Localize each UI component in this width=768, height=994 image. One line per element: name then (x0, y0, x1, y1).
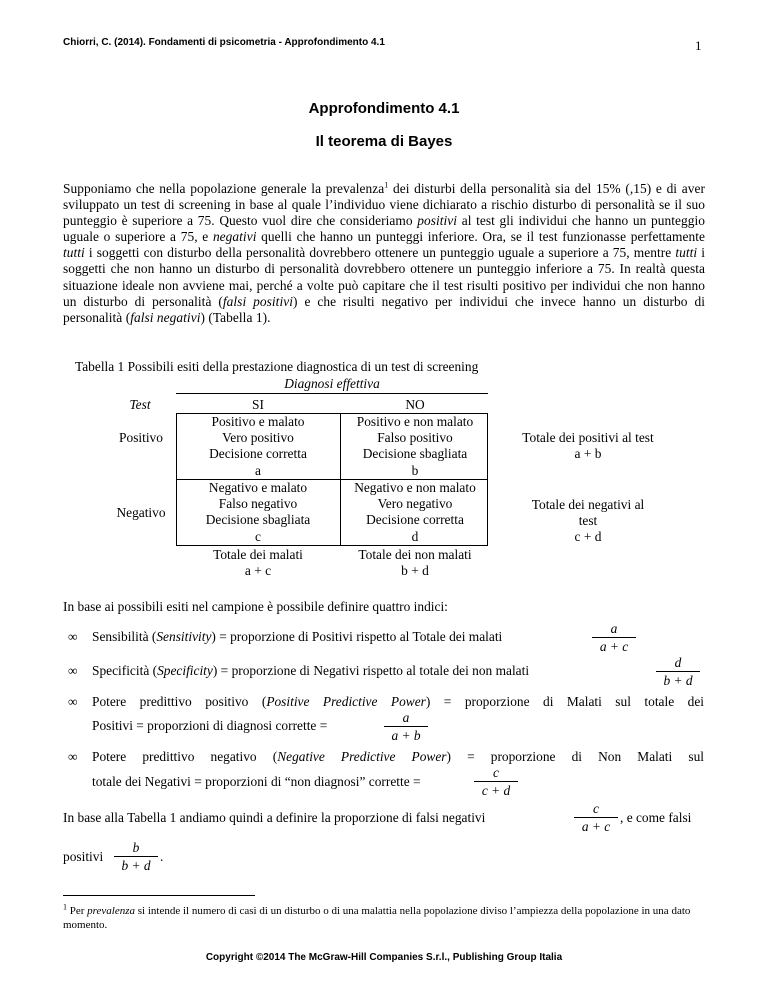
total-diseased: Totale dei malati a + c (213, 547, 303, 579)
row-header-negativo: Negativo (116, 505, 166, 520)
table-caption: Tabella 1 Possibili esiti della prestazione diagnostica di un test di screening (75, 359, 479, 374)
total-negatives: Totale dei negativi al test c + d (531, 497, 645, 545)
fraction-npp: c c + d (474, 765, 518, 798)
index-npp: ∞ Potere predittivo negativo (Negative Predictive Power) = proporzione di Non Malati sul (68, 749, 704, 764)
cell-false-positive: Positivo e non malato Falso positivo Decisione sbagliata b (356, 414, 474, 478)
cell-false-negative: Negativo e malato Falso negativo Decisione sbagliata c (205, 480, 311, 544)
total-non-diseased: Totale dei non malati b + d (358, 547, 472, 579)
copyright-footer: Copyright ©2014 The McGraw-Hill Companies S.r.l., Publishing Group Italia (205, 952, 563, 963)
closing-period: . (160, 849, 164, 864)
row-header-label: Test (129, 397, 151, 412)
row-header-positivo: Positivo (119, 430, 163, 445)
closing-text-2: , e come falsi (620, 810, 692, 825)
index-specificity: ∞ Specificità (Specificity) = proporzione di Negativi rispetto al totale dei non malati (68, 663, 530, 678)
fraction-sensitivity: a a + c (592, 621, 636, 654)
footnote-mark: 1 (384, 180, 389, 190)
bullet-icon: ∞ (68, 663, 78, 678)
index-sensitivity: ∞ Sensibilità (Sensitivity) = proporzione di Positivi rispetto al Totale dei malati (68, 629, 503, 644)
indices-intro: In base ai possibili esiti nel campione è possibile definire quattro indici: (63, 599, 448, 614)
closing-text: In base alla Tabella 1 andiamo quindi a definire la proporzione di falsi negativi (63, 810, 486, 825)
table-rule (176, 545, 488, 546)
cell-true-negative: Negativo e non malato Vero negativo Decisione corretta d (354, 480, 476, 544)
col-header-si: SI (252, 397, 264, 412)
footnote: $^1$ Per prevalenza si intende il numero di casi di un disturbo o di una malattia nella popolazione diviso l’ampiezza della popolazione in una dato momento. (63, 902, 691, 931)
fraction-specificity: d b + d (656, 655, 700, 688)
group-header: Diagnosi effettiva (284, 376, 380, 391)
closing-text-3: positivi (63, 849, 104, 864)
total-positives: Totale dei positivi al test a + b (522, 430, 654, 462)
document-title: Approfondimento 4.1 (308, 100, 460, 117)
col-header-no: NO (405, 397, 425, 412)
fraction-ppp: a a + b (384, 710, 428, 743)
bullet-icon: ∞ (68, 694, 78, 709)
index-ppp: ∞ Potere predittivo positivo (Positive Predictive Power) = proporzione di Malati sul totale dei (68, 694, 704, 709)
page-number: 1 (695, 38, 702, 53)
intro-paragraph: Supponiamo che nella popolazione generale la prevalenza$^1$ dei disturbi della personalità sia del 15% (,15) e di aver sviluppato un test di screening in base al quale l’individuo viene dichiarato a rischio disturbo di personalità se il suo punteggio è superiore a 75. Questo vuol dire che consideriamo positivi al test gli individui che hanno un punteggio uguale o superiore a 75, e negativi quelli che hanno un punteggi inferiore. Ora, se il test funzionasse perfettamente tutti i soggetti con disturbo della personalità dovrebbero ottenere un punteggio uguale a superiore a 75, mentre tutti i soggetti che non hanno un disturbo di personalità dovrebbero ottenere un punteggio inferiore a 75. In realtà questa situazione ideale non avviene mai, perché a volte può capitare che il test risulti positivo per individui che non hanno un disturbo di personalità (falsi positivi) e che risulti negativo per individui che invece hanno un disturbo di personalità (falsi negativi) (Tabella 1). (63, 180, 705, 325)
table-rule (176, 393, 488, 394)
index-npp-line2: totale dei Negativi = proporzioni di “non diagnosi” corrette = (92, 774, 421, 789)
running-header: Chiorri, C. (2014). Fondamenti di psicometria - Approfondimento 4.1 (63, 37, 385, 48)
footnote-rule (63, 895, 255, 896)
cell-true-positive: Positivo e malato Vero positivo Decisione corretta a (209, 414, 307, 478)
index-ppp-line2: Positivi = proporzioni di diagnosi corrette = (92, 718, 328, 733)
fraction-false-negatives: c a + c (574, 801, 618, 834)
bullet-icon: ∞ (68, 629, 78, 644)
document-subtitle: Il teorema di Bayes (315, 133, 453, 150)
bullet-icon: ∞ (68, 749, 78, 764)
fraction-false-positives: b b + d (114, 840, 158, 873)
